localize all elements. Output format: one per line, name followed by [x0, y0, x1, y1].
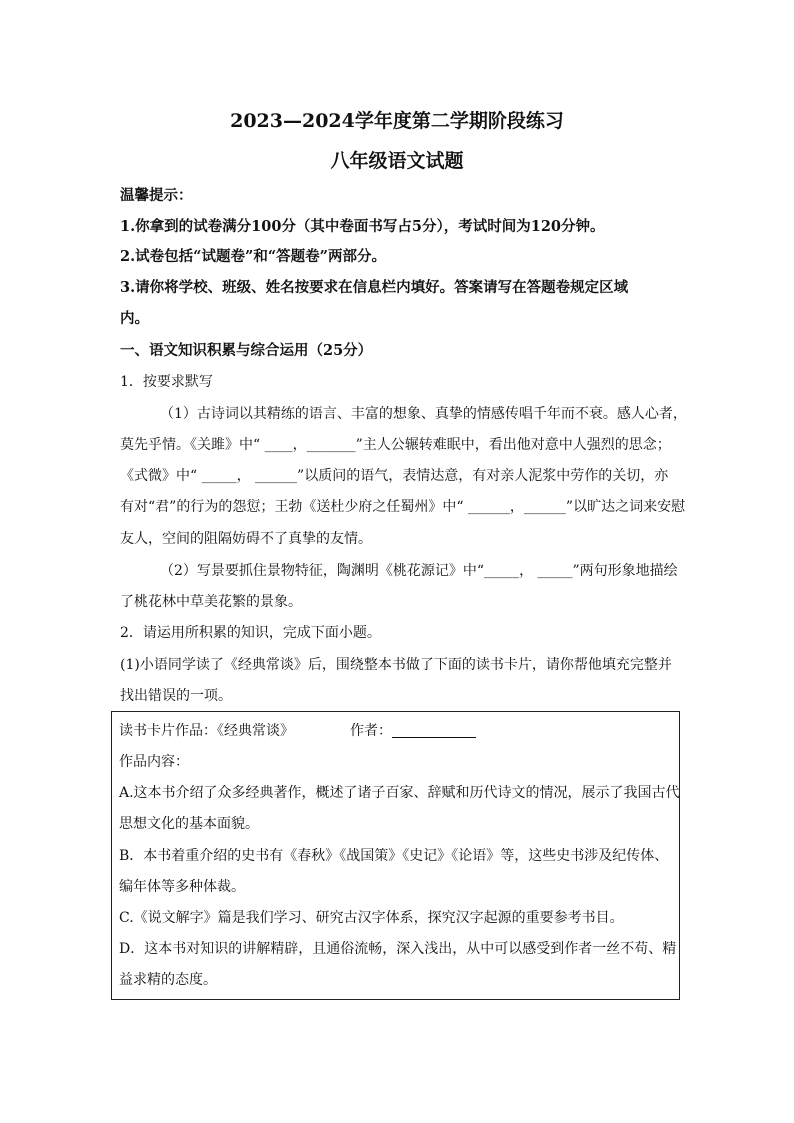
tip-item: 3.请你将学校、班级、姓名按要求在信息栏内填好。答案请写在答题卷规定区域 — [120, 279, 629, 296]
question-title: 2．请运用所积累的知识，完成下面小题。 — [120, 625, 381, 641]
card-option-line: 思想文化的基本面貌。 — [119, 816, 259, 832]
card-work-label: 读书卡片作品：《经典常谈》 — [119, 723, 294, 739]
question-text-line: （2）写景要抓住景物特征，陶渊明《桃花源记》中“_____， _____”两句形象地描绘 — [160, 563, 678, 579]
question-text-line: 友人，空间的阻隔妨碍不了真挚的友情。 — [120, 531, 372, 547]
question-text-line: 《式微》中“ _____， ______”以质问的语气，表情达意，有对亲人泥浆中劳作的关切，亦 — [120, 468, 669, 484]
question-text-line: (1)小语同学读了《经典常谈》后，围绕整本书做了下面的读书卡片，请你帮他填充完整并 — [120, 657, 672, 673]
card-option-line: C.《说文解字》篇是我们学习、研究古汉字体系，探究汉字起源的重要参考书目。 — [119, 910, 624, 926]
card-option-line: B．本书着重介绍的史书有《春秋》《战国策》《史记》《论语》等，这些史书涉及纪传体、 — [119, 848, 669, 864]
section-heading: 一、语文知识积累与综合运用（25分） — [120, 342, 373, 359]
card-content-label: 作品内容： — [119, 754, 189, 770]
question-text-line: 莫先乎情。《关雎》中“ ____，_______”主人公辗转难眠中，看出他对意中人强烈的思念； — [120, 437, 671, 453]
card-option-line: 益求精的态度。 — [119, 972, 217, 988]
question-text-line: 找出错误的一项。 — [120, 688, 232, 704]
question-text-line: 有对“君”的行为的怨愆；王勃《送杜少府之任蜀州》中“ ______，______”以旷达之词来安慰 — [120, 499, 686, 515]
card-option-line: D．这本书对知识的讲解精辟，且通俗流畅，深入浅出，从中可以感受到作者一丝不苟、精 — [119, 941, 677, 957]
question-text-line: （1）古诗词以其精练的语言、丰富的想象、真挚的情感传唱千年而不衰。感人心者， — [160, 406, 687, 422]
question-title: 1．按要求默写 — [120, 374, 213, 390]
card-option-line: A.这本书介绍了众多经典著作，概述了诸子百家、辞赋和历代诗文的情况，展示了我国古代 — [119, 785, 680, 801]
card-option-line: 编年体等多种体裁。 — [119, 879, 245, 895]
tips-heading: 温馨提示： — [120, 187, 193, 204]
tip-item: 2.试卷包括“试题卷”和“答题卷”两部分。 — [120, 248, 386, 265]
exam-title: 2023—2024学年度第二学期阶段练习 — [230, 110, 564, 132]
author-blank[interactable] — [392, 723, 476, 738]
question-text-line: 了桃花林中草美花繁的景象。 — [120, 594, 302, 610]
exam-subtitle: 八年级语文试题 — [330, 150, 464, 172]
tip-item: 1.你拿到的试卷满分100分（其中卷面书写占5分），考试时间为120分钟。 — [120, 218, 605, 235]
card-author-label: 作者： — [350, 723, 392, 739]
tip-item: 内。 — [120, 310, 149, 327]
